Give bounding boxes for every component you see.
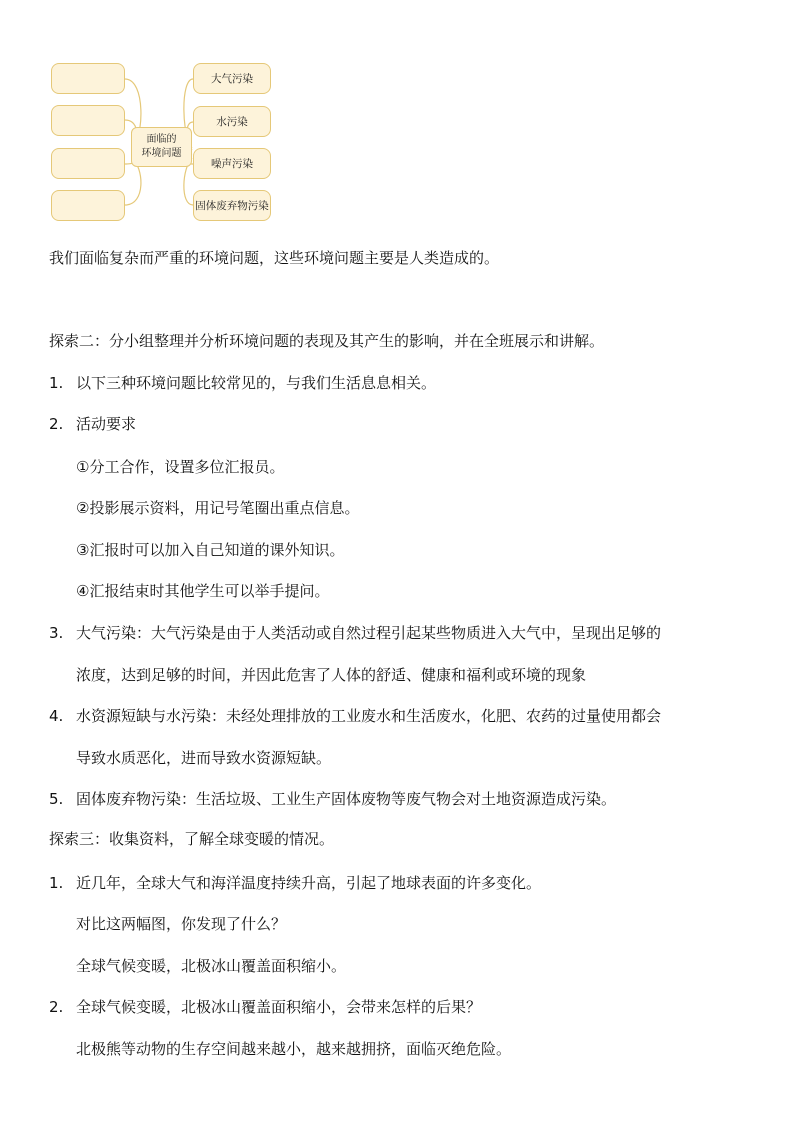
air-pollution-text-line2: 浓度，达到足够的时间，并因此危害了人体的舒适、健康和福利或环境的现象 (76, 666, 587, 684)
solid-waste-text: 固体废弃物污染：生活垃圾、工业生产固体废物等废气物会对土地资源造成污染。 (76, 790, 617, 808)
list-number: 3. (49, 624, 64, 642)
consequence-answer: 北极熊等动物的生存空间越来越小，越来越拥挤，面临灭绝危险。 (76, 1040, 512, 1058)
list-item-text: 以下三种环境问题比较常见的，与我们生活息息相关。 (76, 374, 437, 392)
requirement-item: ④汇报结束时其他学生可以举手提问。 (76, 582, 330, 600)
list-number: 2. (49, 415, 64, 433)
list-number: 5. (49, 790, 64, 808)
left-box-4 (51, 190, 125, 221)
list-item-text: 活动要求 (76, 415, 137, 433)
intro-paragraph: 我们面临复杂而严重的环境问题，这些环境问题主要是人类造成的。 (49, 249, 500, 267)
center-topic-box: 面临的 环境问题 (131, 127, 192, 167)
left-box-1 (51, 63, 125, 94)
consequence-question: 全球气候变暖，北极冰山覆盖面积缩小，会带来怎样的后果？ (76, 998, 482, 1016)
warming-question: 对比这两幅图，你发现了什么？ (76, 915, 287, 933)
explore-three-heading: 探索三：收集资料，了解全球变暖的情况。 (49, 830, 335, 848)
right-box-water-pollution: 水污染 (193, 106, 271, 137)
requirement-item: ③汇报时可以加入自己知道的课外知识。 (76, 541, 345, 559)
water-pollution-text-line2: 导致水质恶化，进而导致水资源短缺。 (76, 749, 332, 767)
left-box-3 (51, 148, 125, 179)
left-box-2 (51, 105, 125, 136)
air-pollution-text-line1: 大气污染：大气污染是由于人类活动或自然过程引起某些物质进入大气中，呈现出足够的 (76, 624, 662, 642)
explore-two-heading: 探索二：分小组整理并分析环境问题的表现及其产生的影响，并在全班展示和讲解。 (49, 332, 605, 350)
right-box-noise-pollution: 噪声污染 (193, 148, 271, 179)
list-number: 1. (49, 374, 64, 392)
list-number: 1. (49, 874, 64, 892)
requirement-item: ②投影展示资料，用记号笔圈出重点信息。 (76, 499, 360, 517)
list-number: 4. (49, 707, 64, 725)
right-box-air-pollution: 大气污染 (193, 63, 271, 94)
requirement-item: ①分工合作，设置多位汇报员。 (76, 458, 285, 476)
water-pollution-text-line1: 水资源短缺与水污染：未经处理排放的工业废水和生活废水，化肥、农药的过量使用都会 (76, 707, 662, 725)
mind-map-diagram (46, 58, 278, 228)
warming-answer: 全球气候变暖，北极冰山覆盖面积缩小。 (76, 957, 347, 975)
right-box-solid-waste: 固体废弃物污染 (193, 190, 271, 221)
warming-item-text: 近几年，全球大气和海洋温度持续升高，引起了地球表面的许多变化。 (76, 874, 542, 892)
list-number: 2. (49, 998, 64, 1016)
